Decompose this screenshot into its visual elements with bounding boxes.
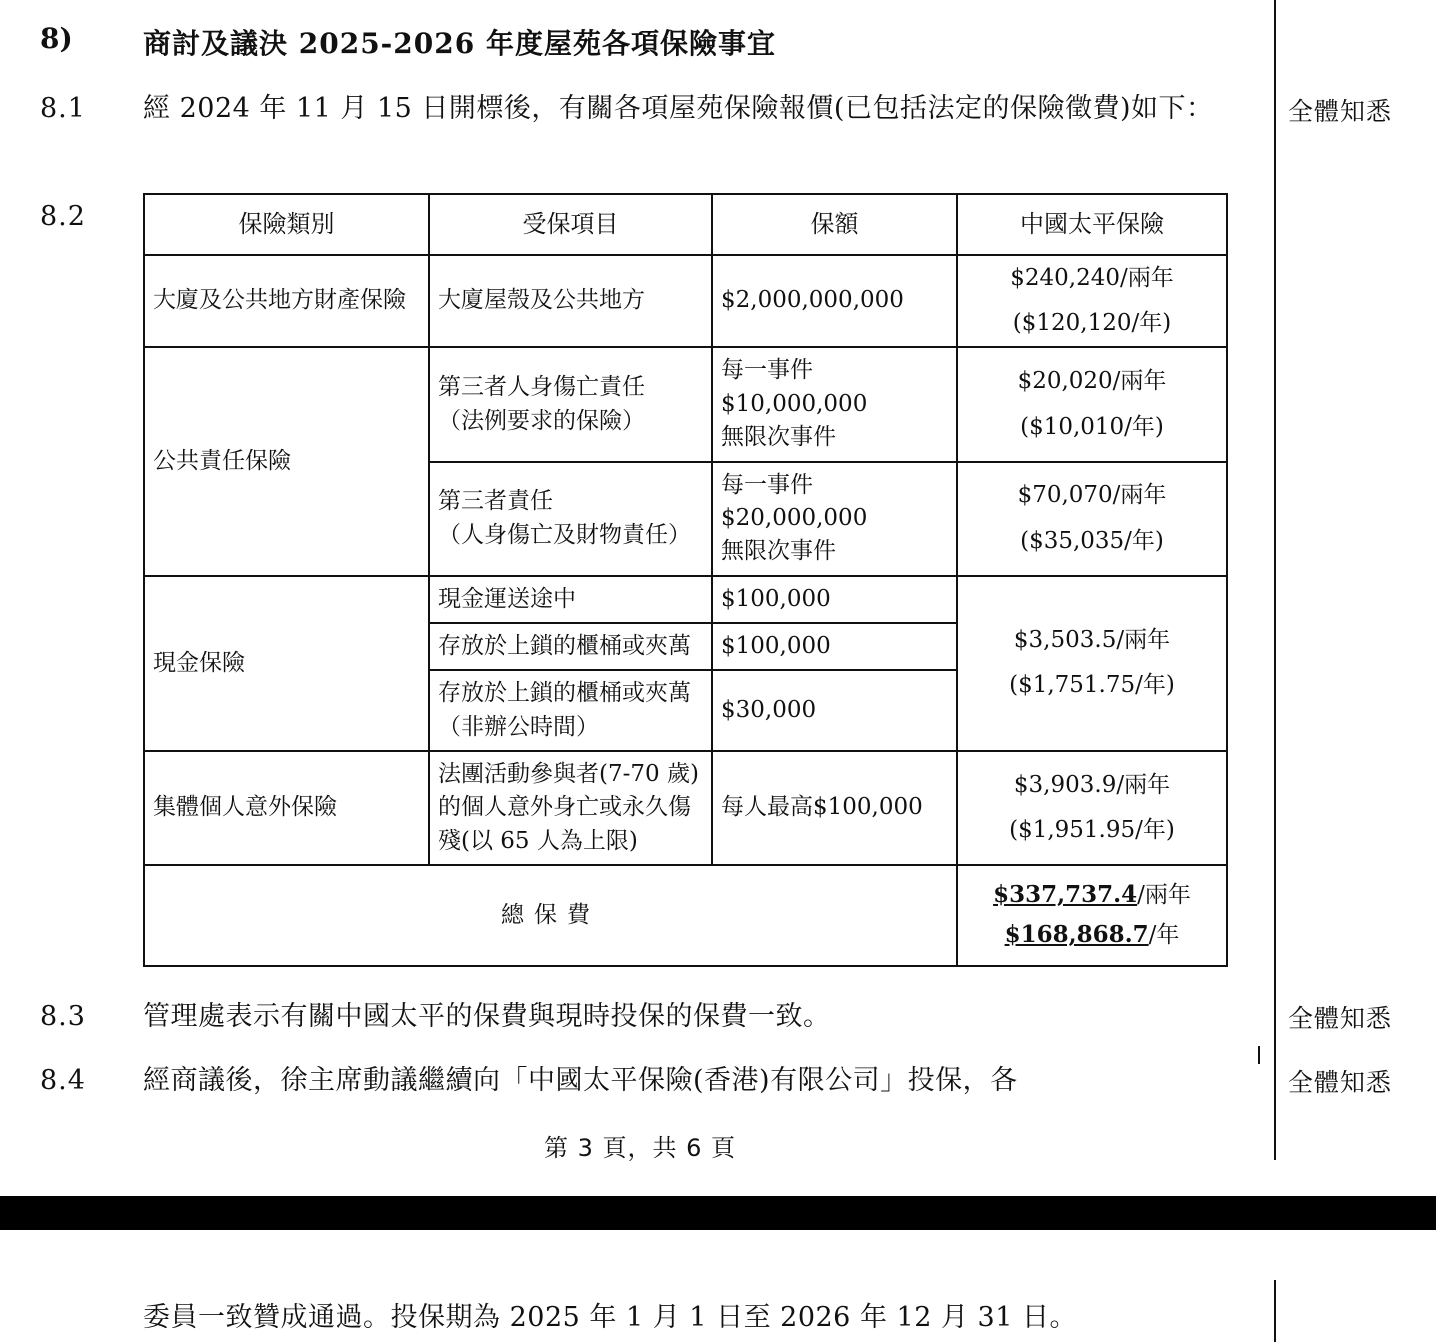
remarks-column-divider-lower	[1274, 1280, 1276, 1342]
cell-category: 現金保險	[144, 576, 429, 751]
cell-sum-line1: 每一事件$10,000,000	[721, 357, 868, 417]
table-row	[144, 347, 1227, 461]
premium-two-year: $20,020/兩年	[1017, 368, 1167, 395]
header-category: 保險類別	[144, 194, 429, 255]
table-header-row	[144, 194, 1227, 255]
page-footer: 第 3 頁，共 6 頁	[543, 1134, 737, 1162]
header-premium: 中國太平保險	[957, 194, 1227, 255]
cell-sum	[712, 462, 957, 576]
clause-number: 8.2	[40, 201, 86, 232]
remark-8-1: 全體知悉	[1288, 97, 1393, 126]
next-page-first-line: 委員一致贊成通過。投保期為 2025 年 1 月 1 日至 2026 年 12 月 31 日。	[143, 1302, 1077, 1333]
cell-item	[429, 751, 712, 865]
cell-item: 大廈屋殼及公共地方	[429, 255, 712, 348]
cell-item	[429, 670, 712, 751]
cell-item-line1: 法團活動參與者(7-70 歲)	[438, 760, 699, 787]
clause-text: 管理處表示有關中國太平的保費與現時投保的保費一致。	[143, 1001, 831, 1032]
cell-sum: $100,000	[712, 576, 957, 623]
total-label: 總保費	[144, 865, 957, 966]
table-row	[144, 751, 1227, 865]
cell-sum-line2: 無限次事件	[721, 538, 836, 565]
remarks-column-divider	[1274, 0, 1276, 1160]
cell-category: 大廈及公共地方財產保險	[144, 255, 429, 348]
clause-number: 8.4	[40, 1065, 86, 1096]
premium-two-year: $70,070/兩年	[1017, 482, 1167, 509]
clause-text: 經 2024 年 11 月 15 日開標後，有關各項屋苑保險報價(已包括法定的保險徵費)如下：	[143, 93, 1214, 124]
cell-premium	[957, 347, 1227, 461]
insurance-quotation-table	[143, 193, 1228, 967]
cell-item: 現金運送途中	[429, 576, 712, 623]
total-two-year-unit: /兩年	[1137, 881, 1191, 908]
header-sum: 保額	[712, 194, 957, 255]
cell-premium	[957, 751, 1227, 865]
cell-sum-line1: 每一事件$20,000,000	[721, 471, 868, 531]
cell-item-line2: 的個人意外身亡或永久傷	[438, 794, 691, 821]
cell-item-line1: 存放於上鎖的櫃桶或夾萬	[438, 680, 691, 707]
cell-premium	[957, 576, 1227, 751]
section-number: 8)	[40, 22, 73, 55]
total-per-year-amount: $168,868.7	[1004, 921, 1149, 949]
table-row	[144, 255, 1227, 348]
cell-item-line2: （法例要求的保險）	[438, 407, 645, 434]
cell-premium	[957, 462, 1227, 576]
section-title: 商討及議決 2025-2026 年度屋苑各項保險事宜	[143, 27, 776, 60]
premium-per-year: ($1,951.95/年)	[1009, 816, 1175, 843]
cell-category: 公共責任保險	[144, 347, 429, 575]
cell-sum: 每人最高$100,000	[712, 751, 957, 865]
table-row	[144, 576, 1227, 623]
total-per-year	[966, 918, 1218, 952]
cell-sum-line2: 無限次事件	[721, 424, 836, 451]
header-item: 受保項目	[429, 194, 712, 255]
cell-sum: $2,000,000,000	[712, 255, 957, 348]
cell-sum: $30,000	[712, 670, 957, 751]
cell-sum: $100,000	[712, 623, 957, 670]
premium-two-year: $3,503.5/兩年	[1013, 626, 1171, 653]
cell-item	[429, 347, 712, 461]
clause-text: 經商議後，徐主席動議繼續向「中國太平保險(香港)有限公司」投保，各	[143, 1065, 1018, 1096]
premium-per-year: ($120,120/年)	[1012, 310, 1172, 337]
cell-item-line1: 第三者責任	[438, 488, 553, 515]
cell-category: 集體個人意外保險	[144, 751, 429, 865]
premium-per-year: ($10,010/年)	[1020, 413, 1164, 440]
page-separator-bar	[0, 1196, 1436, 1230]
cell-item-line2: （非辦公時間）	[438, 713, 599, 740]
remark-8-3: 全體知悉	[1288, 1004, 1393, 1033]
clause-number: 8.1	[40, 93, 86, 124]
cell-sum	[712, 347, 957, 461]
premium-per-year: ($1,751.75/年)	[1009, 672, 1175, 699]
total-two-year	[966, 878, 1218, 912]
cell-premium	[957, 255, 1227, 348]
cell-item: 存放於上鎖的櫃桶或夾萬	[429, 623, 712, 670]
cell-item-line3: 殘(以 65 人為上限)	[438, 827, 638, 854]
remark-8-4: 全體知悉	[1288, 1068, 1393, 1097]
premium-two-year: $240,240/兩年	[1010, 264, 1174, 291]
premium-per-year: ($35,035/年)	[1020, 527, 1164, 554]
total-two-year-amount: $337,737.4	[993, 880, 1138, 908]
clause-number: 8.3	[40, 1001, 86, 1032]
cell-item-line2: （人身傷亡及財物責任）	[438, 521, 691, 548]
insurance-quotation-table-wrapper	[143, 193, 1226, 967]
table-total-row	[144, 865, 1227, 966]
premium-two-year: $3,903.9/兩年	[1013, 771, 1171, 798]
total-value	[957, 865, 1227, 966]
total-per-year-unit: /年	[1148, 922, 1180, 949]
cell-item-line1: 第三者人身傷亡責任	[438, 374, 645, 401]
cell-item	[429, 462, 712, 576]
